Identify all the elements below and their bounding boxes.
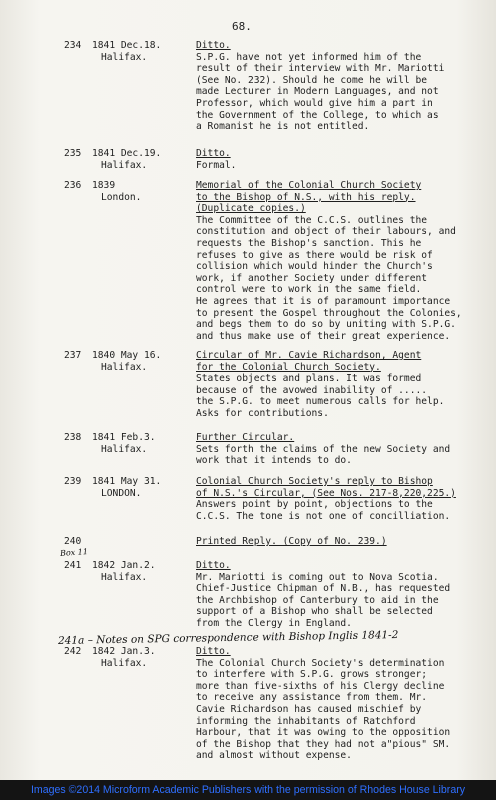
entry-line: Mr. Mariotti is coming out to Nova Scotia. (196, 571, 439, 583)
entry-place: LONDON. (101, 487, 142, 499)
entry-line: Asks for contributions. (196, 407, 329, 419)
copyright-footer: Images ©2014 Microform Academic Publishers with the permission of Rhodes House Library (0, 780, 496, 800)
entry-number: 241 (64, 560, 82, 571)
entry-line: requests the Bishop's sanction. This he (196, 237, 422, 249)
page-number: 68. (232, 20, 252, 33)
entry-line: S.P.G. have not yet informed him of the (196, 51, 422, 63)
entry-line: informing the inhabitants of Ratchford (196, 715, 416, 727)
entry-title: Ditto. (196, 40, 231, 51)
entry-place: Halifax. (101, 657, 148, 669)
entry-line: a Romanist he is not entitled. (196, 121, 370, 133)
entry-line: made Lecturer in Modern Languages, and not (196, 86, 439, 98)
entry-line: because of the avowed inability of ..... (196, 384, 428, 396)
entry-line: Harbour, that it was owing to the opposition (196, 727, 451, 739)
entry-title: Memorial of the Colonial Church Society (196, 180, 422, 191)
entry-number: 234 (64, 40, 82, 51)
entry-number: 242 (64, 646, 82, 657)
handwritten-box-note: Box 11 (59, 547, 89, 558)
entry-body (196, 432, 492, 467)
entry-line: Formal. (196, 159, 237, 171)
entry-date: 1839 (92, 180, 116, 191)
entry-line: He agrees that it is of paramount importance (196, 295, 451, 307)
entry-place: London. (101, 191, 142, 203)
entry-line: to receive any assistance from them. Mr. (196, 692, 428, 704)
entry-title: to the Bishop of N.S., with his reply. (196, 191, 416, 203)
entry-line: Sets forth the claims of the new Society and (196, 443, 451, 455)
entry-line: the S.P.G. to meet numerous calls for help. (196, 396, 445, 408)
entry-line: Cavie Richardson has caused mischief by (196, 703, 422, 715)
entry-title: Circular of Mr. Cavie Richardson, Agent (196, 350, 422, 361)
entry-number: 239 (64, 476, 82, 487)
entry-line: work that it intends to do. (196, 455, 352, 467)
entry-title: (Duplicate copies.) (196, 203, 306, 215)
entry-title: Printed Reply. (Copy of No. 239.) (196, 536, 387, 547)
entry-line: control were to work in the same field. (196, 284, 422, 296)
entry-body (196, 40, 492, 133)
entry-place: Halifax. (101, 51, 148, 63)
entry-line: The Committee of the C.C.S. outlines the (196, 214, 428, 226)
entry-line: C.C.S. The tone is not one of concilliation. (196, 510, 451, 522)
entry-place: Halifax. (101, 159, 148, 171)
entry-date: 1841 Dec.19. (92, 148, 162, 159)
entry-number: 238 (64, 432, 82, 443)
entry-line: more than five-sixths of his Clergy decline (196, 680, 445, 692)
entry-number: 236 (64, 180, 82, 191)
entry-body (196, 560, 492, 630)
entry-body (196, 476, 492, 522)
entry-line: States objects and plans. It was formed (196, 373, 422, 385)
entry-body (196, 180, 492, 342)
entry-line: Chief-Justice Chipman of N.B., has requested (196, 583, 451, 595)
entry-place: Halifax. (101, 571, 148, 583)
entry-body (196, 646, 492, 762)
handwritten-241a-note: 241a – Notes on SPG correspondence with Bishop Inglis 1841-2 (57, 629, 399, 647)
entry-title: Ditto. (196, 560, 231, 571)
entry-title: of N.S.'s Circular, (See Nos. 217-8,220,225.) (196, 487, 456, 499)
entry-number: 235 (64, 148, 82, 159)
entry-line: the Government of the College, to which as (196, 109, 439, 121)
entry-line: Professor, which would give him a part in (196, 97, 433, 109)
entry-title: Colonial Church Society's reply to Bishop (196, 476, 433, 487)
entry-line: result of their interview with Mr. Mariotti (196, 63, 445, 75)
entry-date: 1841 May 31. (92, 476, 162, 487)
entry-line: constitution and object of their labours, and (196, 226, 456, 238)
entry-place: Halifax. (101, 361, 148, 373)
entry-line: of the Bishop that they had not a"pious" SM. (196, 738, 451, 750)
entry-line: to present the Gospel throughout the Colonies, (196, 307, 462, 319)
entry-date: 1841 Feb.3. (92, 432, 156, 443)
entry-line: (See No. 232). Should he come he will be (196, 74, 428, 86)
entry-title: for the Colonial Church Society. (196, 361, 381, 373)
entry-line: collision which would hinder the Church's (196, 261, 433, 273)
entry-body (196, 536, 492, 548)
entry-place: Halifax. (101, 443, 148, 455)
entry-line: Answers point by point, objections to the (196, 499, 433, 511)
entry-body (196, 148, 492, 171)
entry-title: Further Circular. (196, 432, 295, 443)
entry-line: and thus make use of their great experience. (196, 330, 451, 342)
entry-date: 1842 Jan.3. (92, 646, 156, 657)
entry-date: 1841 Dec.18. (92, 40, 162, 51)
entry-line: work, if another Society under different (196, 272, 428, 284)
entry-date: 1842 Jan.2. (92, 560, 156, 571)
entry-line: the Archbishop of Canterbury to aid in the (196, 594, 439, 606)
entry-line: refuses to give as there would be risk of (196, 249, 433, 261)
entry-line: The Colonial Church Society's determination (196, 657, 445, 669)
entry-body (196, 350, 492, 420)
entry-title: Ditto. (196, 646, 231, 657)
entry-title: Ditto. (196, 148, 231, 159)
entry-line: from the Clergy in England. (196, 617, 352, 629)
entry-line: support of a Bishop who shall be selected (196, 606, 433, 618)
entry-number: 240 (64, 536, 82, 547)
entry-line: and almost without expense. (196, 750, 352, 762)
entry-number: 237 (64, 350, 82, 361)
entry-line: and begs them to do so by uniting with S.P.G. (196, 319, 456, 331)
entry-line: to interfere with S.P.G. grows stronger; (196, 669, 428, 681)
entry-date: 1840 May 16. (92, 350, 162, 361)
